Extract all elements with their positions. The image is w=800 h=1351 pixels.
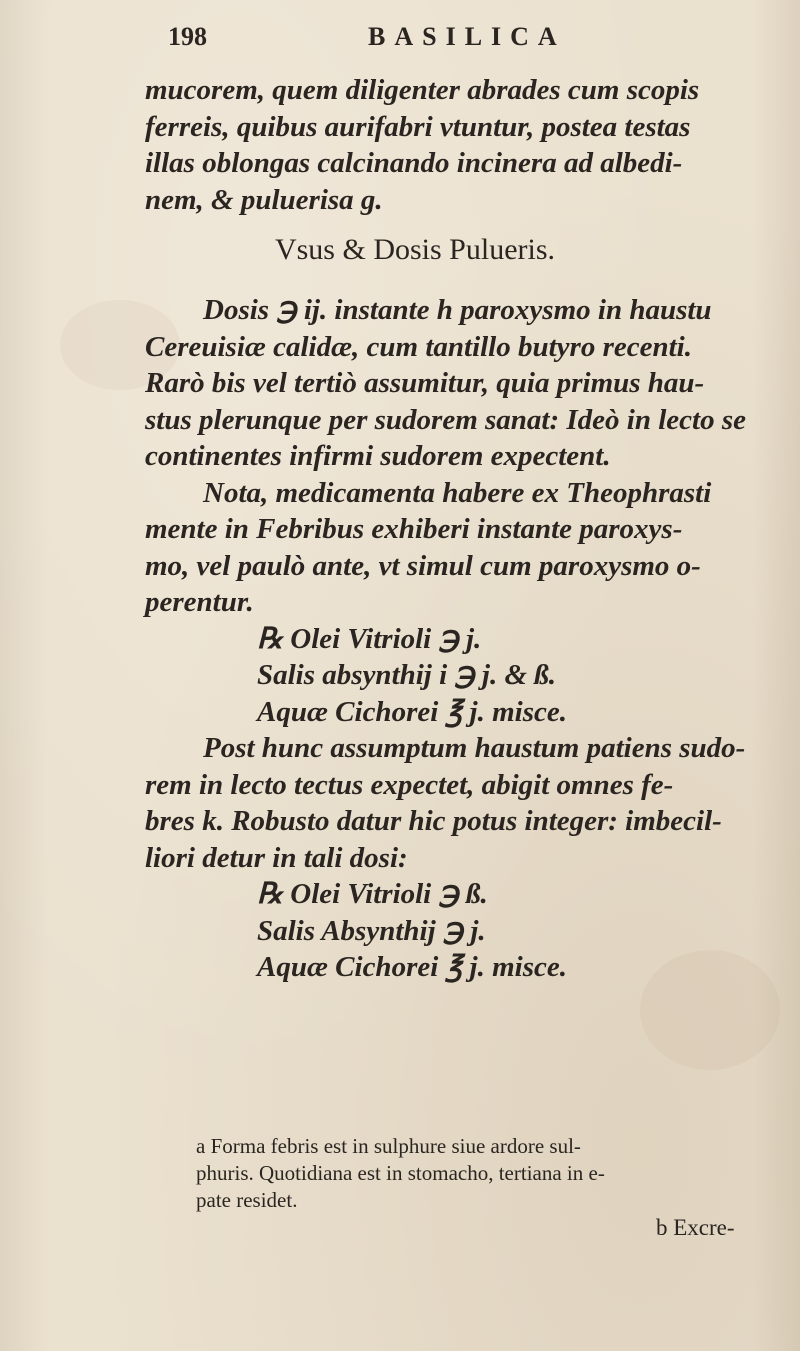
text-line: stus plerunque per sudorem sanat: Ideò in lecto se bbox=[145, 403, 746, 436]
recipe-line: Salis absynthij i ℈ j. & ß. bbox=[257, 659, 557, 691]
text-line: mucorem, quem diligenter abrades cum scopis bbox=[145, 74, 700, 106]
recipe-line: Aquæ Cichorei ℥ j. misce. bbox=[257, 951, 567, 983]
text-line: Rarò bis vel tertiò assumitur, quia primus hau- bbox=[145, 367, 705, 399]
recipe-line: Salis Absynthij ℈ j. bbox=[257, 914, 486, 947]
text-line: continentes infirmi sudorem expectent. bbox=[145, 440, 611, 472]
text-line: illas oblongas calcinando incinera ad albedi- bbox=[145, 147, 683, 179]
text-line: mo, vel paulò ante, vt simul cum paroxysmo o- bbox=[145, 549, 701, 582]
catchword: b Excre- bbox=[656, 1215, 735, 1240]
body-text bbox=[145, 72, 785, 986]
text-line: rem in lecto tectus expectet, abigit omnes fe- bbox=[145, 768, 674, 801]
text-line: perentur. bbox=[145, 586, 254, 618]
section-heading: Vsus & Dosis Pulueris. bbox=[274, 233, 556, 266]
text-line: Cereuisiæ calidæ, cum tantillo butyro recenti. bbox=[145, 330, 692, 363]
page-header bbox=[168, 22, 728, 62]
recipe-line: Aquæ Cichorei ℥ j. misce. bbox=[257, 695, 567, 728]
text-line: nem, & puluerisa g. bbox=[145, 183, 383, 216]
text-line: mente in Febribus exhiberi instante paroxys- bbox=[145, 513, 683, 545]
recipe-line: ℞ Olei Vitrioli ℈ j. bbox=[257, 622, 482, 655]
footnotes bbox=[196, 1133, 796, 1214]
text-line: Nota, medicamenta habere ex Theophrasti bbox=[203, 476, 712, 509]
text-line: Dosis ℈ ij. instante h paroxysmo in haustu bbox=[203, 294, 712, 326]
text-line: liori detur in tali dosi: bbox=[145, 841, 408, 874]
running-head: BASILICA bbox=[368, 22, 566, 51]
text-line: Post hunc assumptum haustum patiens sudo- bbox=[203, 732, 746, 764]
text-line: bres k. Robusto datur hic potus integer: imbecil- bbox=[145, 805, 722, 837]
recipe-line: ℞ Olei Vitrioli ℈ ß. bbox=[257, 878, 488, 910]
footnote-line: a Forma febris est in sulphure siue ardore sul- bbox=[196, 1134, 581, 1158]
text-line: ferreis, quibus aurifabri vtuntur, postea testas bbox=[145, 110, 691, 143]
footnote-line: phuris. Quotidiana est in stomacho, tertiana in e- bbox=[196, 1161, 605, 1185]
footnote-line: pate residet. bbox=[196, 1188, 298, 1212]
page-number: 198 bbox=[168, 22, 207, 51]
